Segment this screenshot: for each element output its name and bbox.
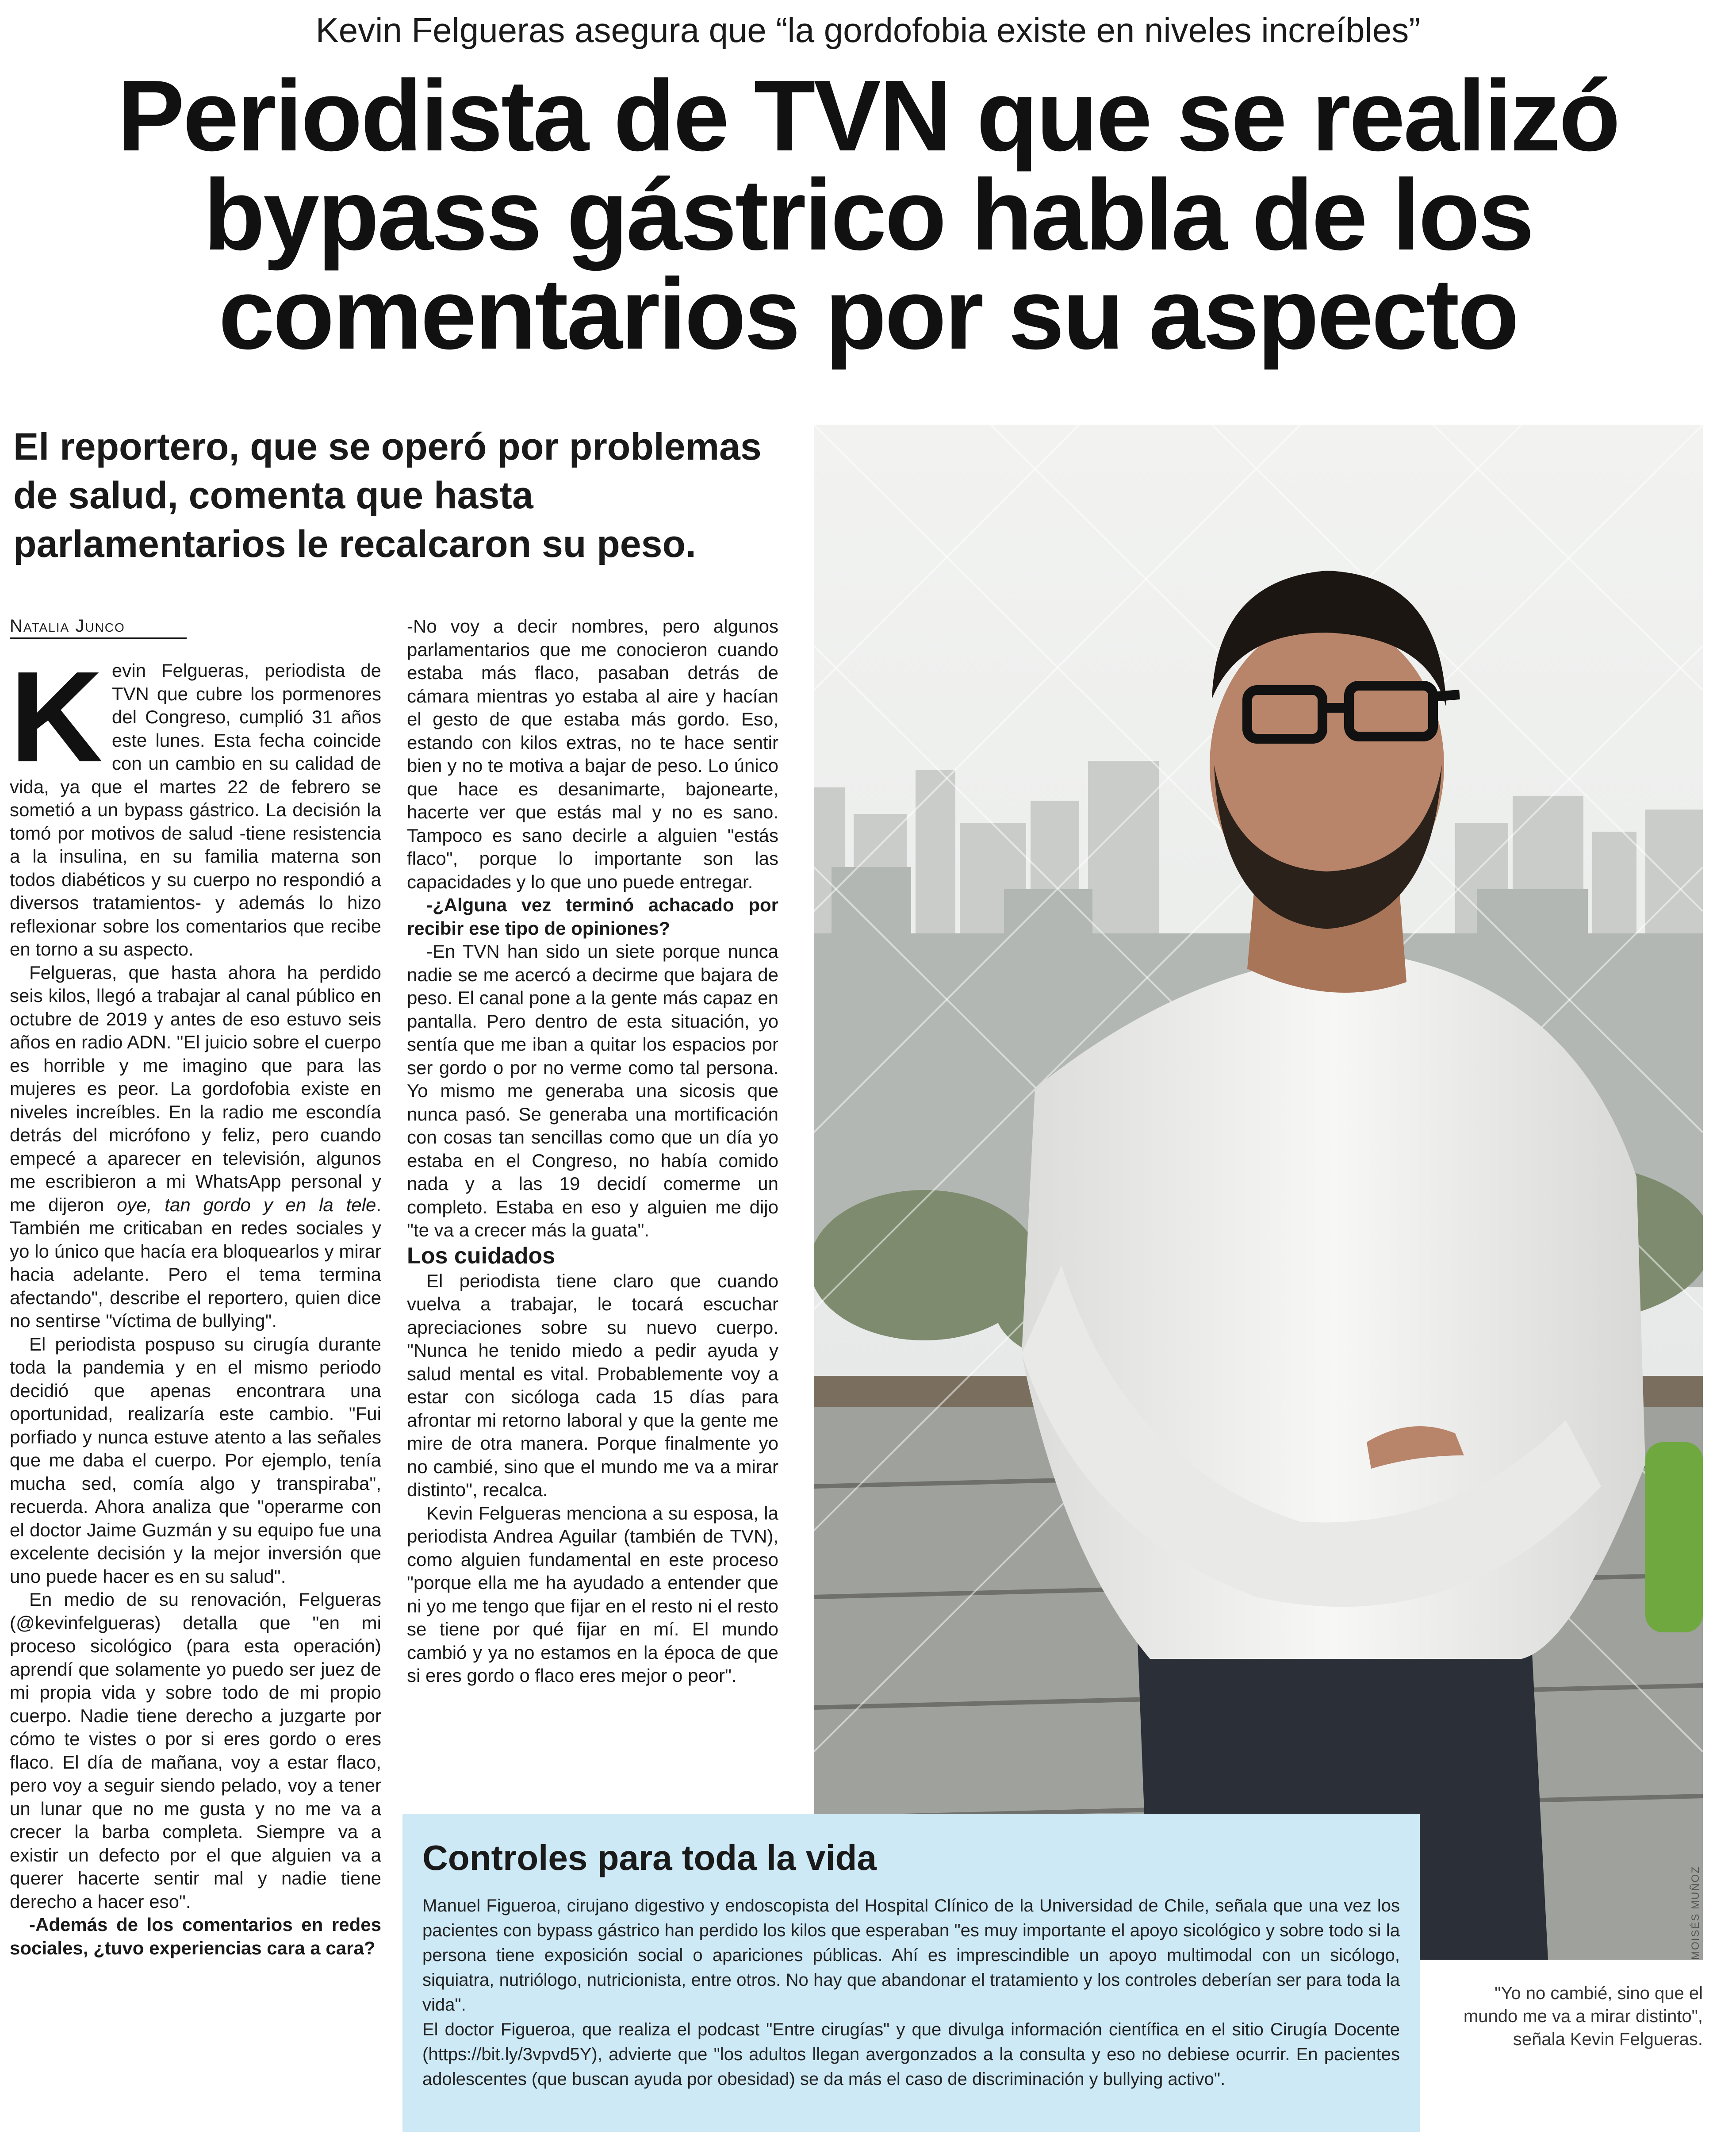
photo-illustration [814, 425, 1703, 1960]
photo-caption: "Yo no cambié, sino que el mundo me va a mirar distinto", señala Kevin Felgueras. [1463, 1984, 1703, 2049]
deck: El reportero, que se operó por problemas de salud, comenta que hasta parlamentarios le recalcaron su peso. [13, 426, 762, 565]
headline: Periodista de TVN que se realizó bypass gástrico habla de los comentarios por su aspecto [117, 60, 1619, 370]
sidebar-paragraph: El doctor Figueroa, que realiza el podcast "Entre cirugías" y que divulga información científica en el sitio Cirugía Docente (https://bit.ly/3vpvd5Y), advierte que "los adultos llegan avergonzados a la consulta y eso no debiese ocurrir. En pacientes adolescentes (que buscan ayuda por obesidad) se da más el caso de discriminación y bullying activo". [422, 2020, 1400, 2089]
article-text: . También me criticaban en redes sociales y yo lo único que hacía era bloquearlos y mirar hacia adelante. Pero el tema termina afectando", describe el reportero, quien dice no sentirse "víctima de bullying". [10, 1194, 381, 1331]
interview-answer: -No voy a decir nombres, pero algunos parlamentarios que me conocieron cuando estaba más flaco, pasaban detrás de cámara mientras yo estaba al aire y hacían el gesto de que estaba más gordo. Eso, estando con kilos extras, no te hace sentir bien y no te motiva a bajar de peso. Lo único que hace es desanimarte, bajonearte, hacerte ver que estás mal y no es sano. Tampoco es sano decirle a alguien "estás flaco", porque lo importante son las capacidades y lo que uno puede entregar. [407, 616, 778, 892]
article-paragraph: En medio de su renovación, Felgueras (@kevinfelgueras) detalla que "en mi proceso sicológico (para esta operación) aprendí que solamente yo puedo ser juez de mi propia vida y sobre todo de mi propio cuerpo. Nadie tiene derecho a juzgarte por cómo te vistes o por si eres gordo o eres flaco. El día de mañana, voy a estar flaco, pero voy a seguir siendo pelado, voy a tener un lunar que no me gusta y no me va a crecer la barba completa. Siempre va a existir un defecto por el que alguien va a querer hacerte sentir mal y nadie tiene derecho a hacer eso". [10, 1589, 381, 1912]
article-paragraph: evin Felgueras, periodista de TVN que cubre los pormenores del Congreso, cumplió 31 años este lunes. Esta fecha coincide con un cambio en su calidad de vida, ya que el martes 22 de febrero se sometió a un bypass gástrico. La decisión la tomó por motivos de salud -tiene resistencia a la insulina, en su familia materna son todos diabéticos y su cuerpo no respondió a diversos tratamientos- y además lo hizo reflexionar sobre los comentarios que recibe en torno a su aspecto. [10, 660, 381, 960]
kicker: Kevin Felgueras asegura que “la gordofobia existe en niveles increíbles” [315, 11, 1421, 50]
article-paragraph: El periodista tiene claro que cuando vuelva a trabajar, le tocará escuchar apreciaciones sobre su nuevo cuerpo. "Nunca he tenido miedo a pedir ayuda y salud mental es vital. Probablemente voy a estar con sicóloga cada 15 días para afrontar mi retorno laboral y que la gente me mire de otra manera. Porque finalmente yo no cambié, sino que el mundo me va a mirar distinto", recalca. [407, 1270, 778, 1500]
article-paragraph: El periodista pospuso su cirugía durante toda la pandemia y en el mismo periodo decidió que apenas encontrara una oportunidad, realizaría este cambio. "Fui porfiado y nunca estuve atento a las señales que me daba el cuerpo. Por ejemplo, tenía mucha sed, comía algo y transpiraba", recuerda. Ahora analiza que "operarme con el doctor Jaime Guzmán y su equipo fue una excelente decisión y la mejor inversión que uno puede hacer es en su salud". [10, 1333, 381, 1587]
article-column-1 [10, 645, 381, 1960]
article-paragraph [10, 961, 381, 1333]
plant-pot [1645, 1442, 1703, 1632]
interview-answer: -En TVN han sido un siete porque nunca nadie se me acercó a decirme que bajara de peso. El canal pone a la gente más capaz en pantalla. Pero dentro de esta situación, yo sentía que me iban a quitar los espacios por ser gordo o por no verme como tal persona. Yo mismo me generaba una sicosis que nunca pasó. Se generaba una mortificación con cosas tan sencillas como que un día yo estaba en el Congreso, no había comido nada y a las 19 decidí comerme un completo. Estaba en eso y alguien me dijo "te va a crecer más la guata". [407, 941, 778, 1240]
sidebar-paragraph: Manuel Figueroa, cirujano digestivo y endoscopista del Hospital Clínico de la Universidad de Chile, señala que una vez los pacientes con bypass gástrico han perdido los kilos que esperaban "es muy importante el apoyo sicológico y sobre todo si la persona tiene exposición social o apariciones públicas. Ahí es imprescindible un apoyo multimodal con un sicólogo, siquiatra, nutriólogo, nutricionista, entre otros. No hay que abandonar el tratamiento y los controles deberían ser para toda la vida". [422, 1896, 1400, 2015]
article-column-2 [407, 615, 778, 1688]
interview-question: -¿Alguna vez terminó achacado por recibir ese tipo de opiniones? [407, 894, 778, 939]
photo-credit: MOISÉS MUÑOZ [1690, 1865, 1702, 1960]
sidebar-box [402, 1814, 1420, 2132]
article-paragraph: Kevin Felgueras menciona a su esposa, la periodista Andrea Aguilar (también de TVN), como alguien fundamental en este proceso "porque ella me ha ayudado a entender que ni yo me tengo que fijar en el resto ni el resto se tiene por qué fijar en mí. El mundo cambió y ya no estamos en la época de que si eres gordo o flaco eres mejor o peor". [407, 1502, 778, 1686]
subhead: Los cuidados [407, 1243, 556, 1269]
article-italic: oye, tan gordo y en la tele [117, 1194, 376, 1215]
portrait-photo [814, 425, 1703, 1960]
article-text: Felgueras, que hasta ahora ha perdido seis kilos, llegó a trabajar al canal público en octubre de 2019 y antes de eso estuvo seis años en radio ADN. "El juicio sobre el cuerpo es horrible y me imagino que para las mujeres es peor. La gordofobia existe en niveles increíbles. En la radio me escondía detrás del micrófono y feliz, pero cuando empecé a aparecer en televisión, algunos me escribieron a mi WhatsApp personal y me dijeron [10, 962, 381, 1215]
sidebar-title: Controles para toda la vida [422, 1838, 877, 1877]
interview-question: -Además de los comentarios en redes sociales, ¿tuvo experiencias cara a cara? [10, 1914, 381, 1958]
dropcap: K [10, 645, 103, 789]
byline: Natalia Junco [10, 616, 187, 639]
